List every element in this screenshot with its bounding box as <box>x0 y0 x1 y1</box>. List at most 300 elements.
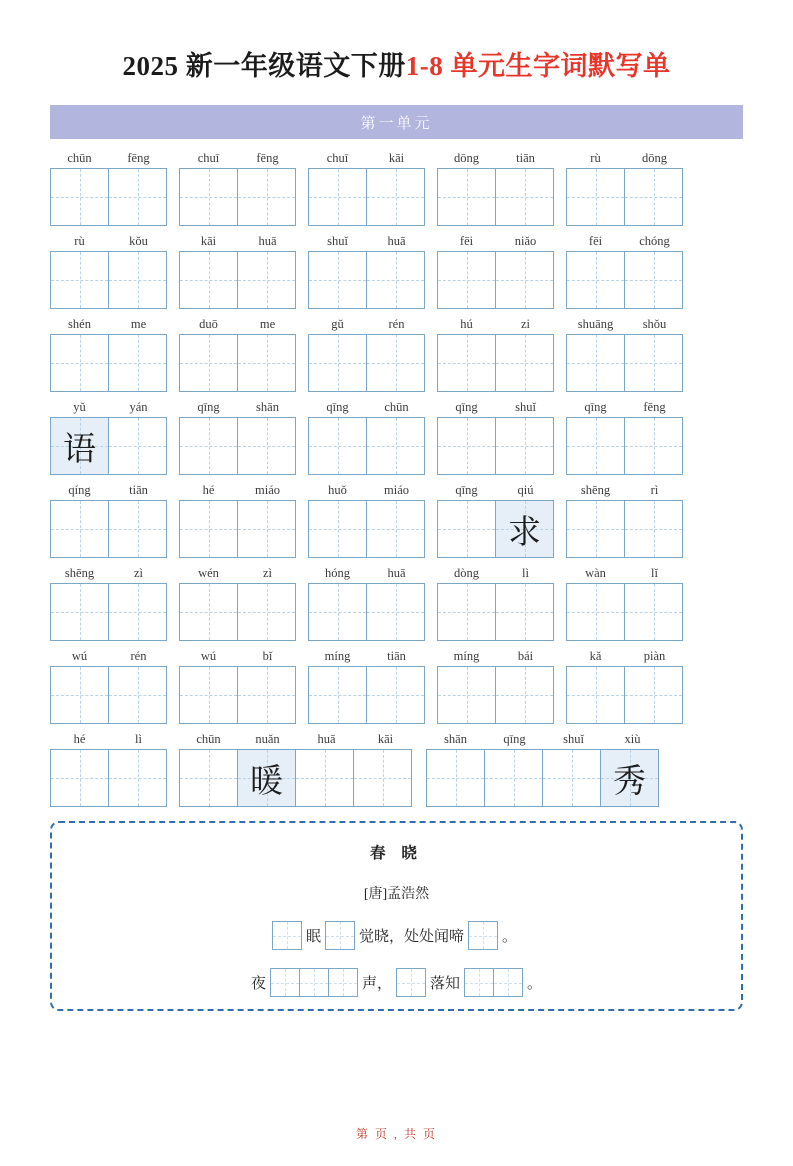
pinyin-row <box>437 149 555 168</box>
word-row <box>50 315 743 392</box>
tianzi-cell-filled[interactable] <box>496 500 554 558</box>
pinyin-syllable: lì <box>135 732 142 746</box>
word-cell <box>566 398 684 475</box>
pinyin-syllable: zì <box>262 566 273 580</box>
pinyin-syllable: bái <box>517 649 534 663</box>
pinyin-syllable: kǎ <box>589 649 602 663</box>
tianzi-cell-empty[interactable] <box>625 583 683 641</box>
pinyin-syllable: rì <box>650 483 659 497</box>
tianzi-cell-empty[interactable] <box>51 583 109 641</box>
word-cell <box>50 730 168 807</box>
poem-line-2 <box>52 968 741 997</box>
tianzi-cell-empty[interactable] <box>180 168 238 226</box>
pinyin-syllable: hú <box>460 317 473 331</box>
pinyin-syllable: shuāng <box>577 317 614 331</box>
tianzi-cell-empty[interactable] <box>109 251 167 309</box>
pinyin-syllable: dōng <box>642 151 667 165</box>
character-glyph: 暖 <box>250 763 283 800</box>
tianzi-group <box>308 500 426 558</box>
tianzi-cell-empty[interactable] <box>625 168 683 226</box>
tianzi-cell-empty[interactable] <box>625 417 683 475</box>
pinyin-syllable: fēi <box>588 234 603 248</box>
tianzi-cell-empty[interactable] <box>567 168 625 226</box>
pinyin-row <box>437 647 555 666</box>
tianzi-group <box>50 666 168 724</box>
pinyin-syllable: miáo <box>255 483 280 497</box>
tianzi-cell-empty[interactable] <box>309 334 367 392</box>
word-cell <box>50 647 168 724</box>
word-cell <box>50 149 168 226</box>
pinyin-row <box>308 315 426 334</box>
tianzi-group <box>437 417 555 475</box>
word-row <box>50 730 743 807</box>
pinyin-syllable: wú <box>200 649 217 663</box>
pinyin-syllable: shēng <box>64 566 95 580</box>
pinyin-syllable: me <box>259 317 276 331</box>
pinyin-row <box>179 647 297 666</box>
pinyin-syllable: hé <box>73 732 86 746</box>
pinyin-row <box>437 481 555 500</box>
tianzi-cell-empty[interactable] <box>238 251 296 309</box>
poem-box <box>50 821 743 1011</box>
poem-text: 夜 <box>250 976 266 992</box>
pinyin-row <box>308 398 426 417</box>
word-cell <box>566 315 684 392</box>
tianzi-cell-empty[interactable] <box>109 500 167 558</box>
poem-blank-cell[interactable] <box>300 968 329 997</box>
tianzi-cell-empty[interactable] <box>238 500 296 558</box>
tianzi-cell-empty[interactable] <box>438 334 496 392</box>
tianzi-group <box>179 500 297 558</box>
word-cell <box>179 647 297 724</box>
tianzi-group <box>50 500 168 558</box>
pinyin-syllable: kǒu <box>129 234 148 248</box>
tianzi-cell-empty[interactable] <box>109 749 167 807</box>
word-cell <box>566 564 684 641</box>
word-cell <box>179 481 297 558</box>
word-cell <box>179 315 297 392</box>
tianzi-cell-empty[interactable] <box>496 666 554 724</box>
tianzi-cell-empty[interactable] <box>238 417 296 475</box>
pinyin-syllable: wàn <box>585 566 606 580</box>
word-cell <box>566 647 684 724</box>
tianzi-cell-empty[interactable] <box>180 500 238 558</box>
word-row <box>50 647 743 724</box>
tianzi-cell-empty[interactable] <box>354 749 412 807</box>
tianzi-group <box>308 251 426 309</box>
pinyin-row <box>308 647 426 666</box>
pinyin-syllable: nuǎn <box>255 732 280 746</box>
pinyin-syllable: qíng <box>68 483 91 497</box>
poem-blank-group <box>396 968 426 997</box>
tianzi-cell-empty[interactable] <box>438 417 496 475</box>
tianzi-cell-empty[interactable] <box>180 583 238 641</box>
tianzi-cell-empty[interactable] <box>496 334 554 392</box>
poem-blank-cell[interactable] <box>271 968 300 997</box>
tianzi-cell-empty[interactable] <box>180 251 238 309</box>
character-glyph: 语 <box>63 431 96 468</box>
word-cell <box>179 232 297 309</box>
tianzi-cell-empty[interactable] <box>367 666 425 724</box>
pinyin-row <box>50 398 168 417</box>
tianzi-cell-empty[interactable] <box>496 168 554 226</box>
word-cell <box>437 564 555 641</box>
word-cell <box>566 149 684 226</box>
pinyin-syllable: shēng <box>580 483 611 497</box>
pinyin-row <box>179 730 415 749</box>
poem-blank-cell[interactable] <box>329 968 358 997</box>
tianzi-cell-empty[interactable] <box>109 666 167 724</box>
tianzi-cell-empty[interactable] <box>567 583 625 641</box>
pinyin-syllable: dōng <box>454 151 479 165</box>
word-row <box>50 564 743 641</box>
pinyin-syllable: dòng <box>454 566 479 580</box>
word-cell <box>308 647 426 724</box>
pinyin-syllable: wú <box>71 649 88 663</box>
word-cell <box>426 730 662 807</box>
pinyin-row <box>566 232 684 251</box>
pinyin-row <box>566 647 684 666</box>
pinyin-syllable: shān <box>444 732 467 746</box>
tianzi-cell-empty[interactable] <box>367 251 425 309</box>
pinyin-row <box>179 315 297 334</box>
pinyin-row <box>179 398 297 417</box>
tianzi-cell-empty[interactable] <box>625 500 683 558</box>
pinyin-row <box>50 149 168 168</box>
tianzi-cell-empty[interactable] <box>367 334 425 392</box>
pinyin-row <box>308 232 426 251</box>
word-cell <box>50 232 168 309</box>
pinyin-row <box>179 481 297 500</box>
pinyin-row <box>50 564 168 583</box>
pinyin-row <box>437 564 555 583</box>
tianzi-group <box>566 500 684 558</box>
tianzi-cell-empty[interactable] <box>180 666 238 724</box>
tianzi-group <box>179 583 297 641</box>
tianzi-group <box>50 749 168 807</box>
tianzi-group <box>50 583 168 641</box>
pinyin-syllable: zì <box>133 566 144 580</box>
tianzi-cell-empty[interactable] <box>567 417 625 475</box>
pinyin-row <box>437 315 555 334</box>
pinyin-syllable: qiú <box>517 483 534 497</box>
tianzi-cell-empty[interactable] <box>438 168 496 226</box>
pinyin-syllable: lì <box>522 566 529 580</box>
page-title-suffix: 1-8 单元生字词默写单 <box>405 51 671 81</box>
poem-text: 。 <box>527 976 543 992</box>
poem-blank-cell[interactable] <box>273 921 302 950</box>
word-row <box>50 149 743 226</box>
tianzi-cell-empty[interactable] <box>567 500 625 558</box>
pinyin-syllable: shuǐ <box>563 732 584 746</box>
pinyin-syllable: piàn <box>643 649 666 663</box>
unit-banner <box>50 105 743 139</box>
word-cell <box>437 647 555 724</box>
tianzi-group <box>308 417 426 475</box>
word-cell <box>437 149 555 226</box>
word-cell <box>308 232 426 309</box>
tianzi-cell-empty[interactable] <box>496 583 554 641</box>
tianzi-cell-empty[interactable] <box>238 666 296 724</box>
tianzi-group <box>308 334 426 392</box>
pinyin-syllable: duō <box>199 317 218 331</box>
tianzi-group <box>426 749 662 807</box>
pinyin-row <box>308 564 426 583</box>
tianzi-group <box>308 168 426 226</box>
tianzi-cell-empty[interactable] <box>309 500 367 558</box>
tianzi-group <box>179 251 297 309</box>
tianzi-cell-empty[interactable] <box>367 500 425 558</box>
pinyin-row <box>566 315 684 334</box>
word-row <box>50 481 743 558</box>
pinyin-syllable: bǐ <box>262 649 273 663</box>
tianzi-cell-empty[interactable] <box>109 334 167 392</box>
pinyin-syllable: chuī <box>197 151 220 165</box>
tianzi-cell-empty[interactable] <box>567 666 625 724</box>
pinyin-row <box>308 149 426 168</box>
tianzi-cell-empty[interactable] <box>51 500 109 558</box>
tianzi-cell-empty[interactable] <box>309 251 367 309</box>
tianzi-cell-empty[interactable] <box>109 417 167 475</box>
poem-text: 。 <box>502 929 518 945</box>
tianzi-cell-empty[interactable] <box>180 749 238 807</box>
tianzi-group <box>308 583 426 641</box>
word-cell <box>566 232 684 309</box>
tianzi-group <box>179 168 297 226</box>
tianzi-group <box>179 417 297 475</box>
tianzi-cell-empty[interactable] <box>438 666 496 724</box>
page-footer: 第 页 , 共 页 <box>355 1127 437 1141</box>
tianzi-cell-empty[interactable] <box>238 583 296 641</box>
word-cell <box>179 564 297 641</box>
pinyin-syllable: qīng <box>455 400 478 414</box>
pinyin-syllable: tiān <box>516 151 535 165</box>
poem-blank-group <box>325 921 355 950</box>
pinyin-syllable: qīng <box>455 483 478 497</box>
poem-blank-cell[interactable] <box>465 968 494 997</box>
tianzi-cell-empty[interactable] <box>496 251 554 309</box>
tianzi-group <box>50 168 168 226</box>
pinyin-syllable: rén <box>388 317 405 331</box>
tianzi-cell-empty[interactable] <box>109 168 167 226</box>
tianzi-cell-empty[interactable] <box>309 417 367 475</box>
pinyin-syllable: kāi <box>200 234 217 248</box>
tianzi-group <box>566 666 684 724</box>
pinyin-syllable: kāi <box>377 732 394 746</box>
tianzi-group <box>179 749 415 807</box>
pinyin-syllable: yán <box>129 400 148 414</box>
poem-blank-cell[interactable] <box>326 921 355 950</box>
tianzi-cell-empty[interactable] <box>625 334 683 392</box>
tianzi-group <box>566 168 684 226</box>
tianzi-group <box>50 417 168 475</box>
pinyin-row <box>308 481 426 500</box>
tianzi-cell-empty[interactable] <box>625 666 683 724</box>
tianzi-group <box>437 168 555 226</box>
poem-text: 眠 <box>305 929 321 945</box>
tianzi-cell-empty[interactable] <box>51 666 109 724</box>
poem-title: 春 晓 <box>370 845 423 862</box>
pinyin-syllable: hóng <box>325 566 350 580</box>
tianzi-group <box>566 334 684 392</box>
tianzi-group <box>437 334 555 392</box>
pinyin-syllable: míng <box>324 649 351 663</box>
pinyin-syllable: fēng <box>643 400 666 414</box>
tianzi-cell-empty[interactable] <box>567 334 625 392</box>
page-title-prefix: 2025 新一年级语文下册 <box>122 51 406 81</box>
pinyin-row <box>566 481 684 500</box>
pinyin-syllable: huǒ <box>328 483 347 497</box>
worksheet-page <box>0 44 793 1166</box>
tianzi-cell-empty[interactable] <box>427 749 485 807</box>
tianzi-cell-empty[interactable] <box>238 168 296 226</box>
pinyin-syllable: tiān <box>129 483 148 497</box>
pinyin-row <box>50 730 168 749</box>
poem-line-1 <box>52 921 741 950</box>
poem-author: [唐]孟浩然 <box>363 887 430 902</box>
tianzi-cell-empty[interactable] <box>180 334 238 392</box>
word-cell <box>179 730 415 807</box>
tianzi-group <box>50 334 168 392</box>
word-cell <box>437 232 555 309</box>
pinyin-syllable: huā <box>317 732 336 746</box>
tianzi-cell-empty[interactable] <box>51 334 109 392</box>
word-cell <box>50 398 168 475</box>
tianzi-cell-empty[interactable] <box>238 334 296 392</box>
character-glyph: 求 <box>508 514 541 551</box>
tianzi-cell-empty[interactable] <box>367 583 425 641</box>
tianzi-cell-empty[interactable] <box>438 251 496 309</box>
word-cell <box>179 149 297 226</box>
pinyin-syllable: zi <box>520 317 531 331</box>
poem-blank-cell[interactable] <box>397 968 426 997</box>
tianzi-cell-empty[interactable] <box>309 168 367 226</box>
tianzi-cell-empty[interactable] <box>109 583 167 641</box>
pinyin-syllable: huā <box>258 234 277 248</box>
pinyin-syllable: hé <box>202 483 215 497</box>
pinyin-syllable: qīng <box>197 400 220 414</box>
tianzi-group <box>437 500 555 558</box>
poem-blank-group <box>270 968 358 997</box>
word-cell <box>50 481 168 558</box>
tianzi-group <box>437 583 555 641</box>
pinyin-syllable: kāi <box>388 151 405 165</box>
tianzi-cell-empty[interactable] <box>438 500 496 558</box>
tianzi-cell-empty[interactable] <box>485 749 543 807</box>
tianzi-cell-empty[interactable] <box>438 583 496 641</box>
pinyin-syllable: chuī <box>326 151 349 165</box>
pinyin-syllable: rù <box>74 234 85 248</box>
tianzi-cell-empty[interactable] <box>567 251 625 309</box>
word-cell <box>308 481 426 558</box>
tianzi-cell-empty[interactable] <box>51 168 109 226</box>
word-cell <box>437 481 555 558</box>
pinyin-syllable: shuǐ <box>515 400 536 414</box>
word-row <box>50 398 743 475</box>
pinyin-row <box>50 232 168 251</box>
pinyin-row <box>50 315 168 334</box>
pinyin-syllable: fēi <box>459 234 474 248</box>
page-title <box>0 44 793 83</box>
tianzi-group <box>566 251 684 309</box>
pinyin-syllable: chūn <box>384 400 409 414</box>
pinyin-row <box>566 398 684 417</box>
pinyin-row <box>179 232 297 251</box>
word-grid <box>50 149 743 807</box>
pinyin-syllable: shān <box>256 400 279 414</box>
word-cell <box>308 315 426 392</box>
pinyin-syllable: gǔ <box>331 317 344 331</box>
tianzi-group <box>50 251 168 309</box>
word-row <box>50 232 743 309</box>
tianzi-cell-empty[interactable] <box>51 251 109 309</box>
pinyin-syllable: shuǐ <box>327 234 348 248</box>
tianzi-cell-filled[interactable] <box>238 749 296 807</box>
pinyin-row <box>50 647 168 666</box>
pinyin-syllable: chūn <box>67 151 92 165</box>
pinyin-syllable: yǔ <box>73 400 86 414</box>
tianzi-group <box>437 251 555 309</box>
pinyin-syllable: wén <box>198 566 219 580</box>
tianzi-group <box>308 666 426 724</box>
tianzi-cell-empty[interactable] <box>309 666 367 724</box>
pinyin-row <box>179 564 297 583</box>
pinyin-syllable: me <box>130 317 147 331</box>
tianzi-cell-empty[interactable] <box>367 417 425 475</box>
pinyin-syllable: qīng <box>503 732 526 746</box>
poem-blank-cell[interactable] <box>469 921 498 950</box>
tianzi-cell-filled[interactable] <box>601 749 659 807</box>
pinyin-row <box>437 232 555 251</box>
pinyin-row <box>566 564 684 583</box>
unit-banner-label: 第一单元 <box>360 115 433 132</box>
word-cell <box>308 564 426 641</box>
tianzi-group <box>179 666 297 724</box>
pinyin-syllable: shǒu <box>642 317 667 331</box>
pinyin-syllable: míng <box>453 649 480 663</box>
tianzi-cell-filled[interactable] <box>51 417 109 475</box>
word-cell <box>179 398 297 475</box>
poem-blank-cell[interactable] <box>494 968 523 997</box>
pinyin-syllable: xiù <box>624 732 641 746</box>
tianzi-cell-empty[interactable] <box>625 251 683 309</box>
word-cell <box>50 315 168 392</box>
tianzi-group <box>566 583 684 641</box>
tianzi-cell-empty[interactable] <box>496 417 554 475</box>
pinyin-syllable: huā <box>387 234 406 248</box>
tianzi-cell-empty[interactable] <box>51 749 109 807</box>
tianzi-cell-empty[interactable] <box>296 749 354 807</box>
pinyin-syllable: rén <box>130 649 147 663</box>
tianzi-cell-empty[interactable] <box>309 583 367 641</box>
pinyin-syllable: huā <box>387 566 406 580</box>
poem-blank-group <box>468 921 498 950</box>
pinyin-syllable: lǐ <box>651 566 658 580</box>
word-cell <box>50 564 168 641</box>
character-glyph: 秀 <box>613 763 646 800</box>
tianzi-cell-empty[interactable] <box>367 168 425 226</box>
word-cell <box>566 481 684 558</box>
tianzi-cell-empty[interactable] <box>180 417 238 475</box>
word-cell <box>308 398 426 475</box>
pinyin-syllable: tiān <box>387 649 406 663</box>
pinyin-row <box>50 481 168 500</box>
pinyin-syllable: chóng <box>639 234 670 248</box>
poem-blank-group <box>464 968 523 997</box>
pinyin-syllable: fēng <box>256 151 279 165</box>
tianzi-group <box>437 666 555 724</box>
tianzi-cell-empty[interactable] <box>543 749 601 807</box>
